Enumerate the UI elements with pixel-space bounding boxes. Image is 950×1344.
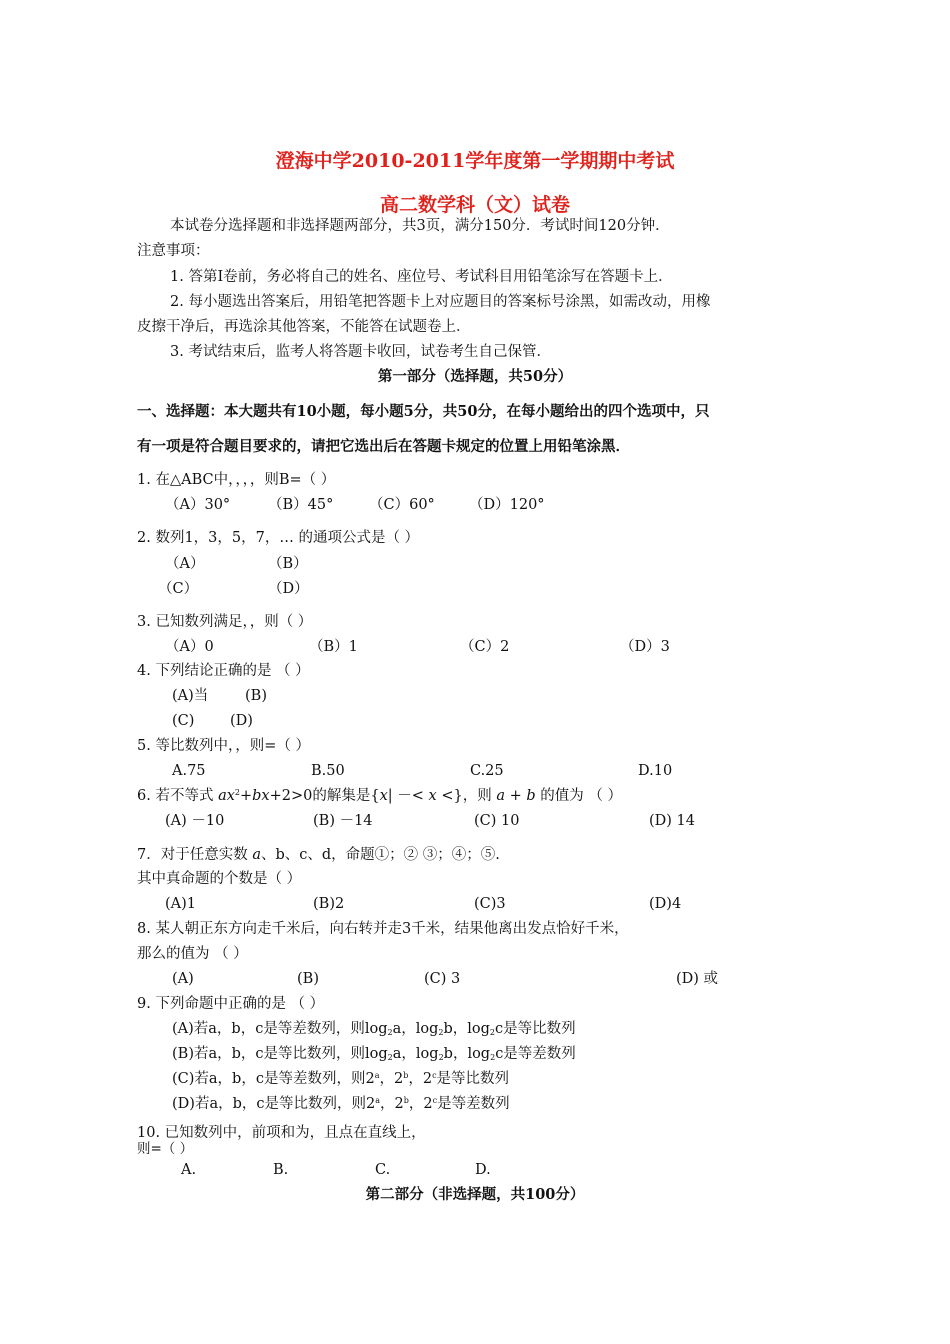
question-6-option-d: (D) 14 [649, 813, 695, 829]
question-10-option-b: B. [273, 1162, 289, 1178]
part1-heading: 第一部分（选择题，共50分） [377, 368, 573, 385]
question-7-option-b: (B)2 [313, 896, 345, 912]
part2-heading: 第二部分（非选择题，共100分） [365, 1186, 585, 1203]
question-6-option-c: (C) 10 [474, 813, 520, 829]
question-6-stem: 6. 若不等式 $ax^2+bx+2>0$的解集是{x| －< x <}，则 a + b 的值为 （ ） [137, 788, 622, 804]
question-10-option-d: D. [475, 1162, 491, 1178]
question-9-option-a: (A)若a，b，c是等差数列，则$\log_2a$，$\log_2b$，$\log_2c$是等比数列 [172, 1021, 576, 1037]
question-10-option-a: A. [181, 1162, 197, 1178]
question-3-option-b: （B）1 [309, 639, 358, 655]
note-2-line-2: 皮擦干净后，再选涂其他答案，不能答在试题卷上． [137, 319, 471, 335]
notes-label: 注意事项： [137, 243, 210, 259]
question-5-option-b: B.50 [311, 763, 345, 779]
question-8-stem: 8. 某人朝正东方向走千米后，向右转并走3千米，结果他离出发点恰好千米， [137, 921, 629, 937]
question-8-option-a: (A) [172, 971, 194, 987]
question-1-option-c: （C）60° [369, 497, 435, 513]
part1-instruction-2: 有一项是符合题目要求的，请把它选出后在答题卡规定的位置上用铅笔涂黑． [137, 438, 630, 455]
question-6-option-a: (A) －10 [165, 813, 225, 829]
question-3-stem: 3. 已知数列满足，，则（ ） [137, 614, 313, 630]
question-1-option-d: （D）120° [469, 497, 545, 513]
question-9-option-b: (B)若a，b，c是等比数列，则$\log_2a$，$\log_2b$，$\log_2c$是等差数列 [172, 1046, 576, 1062]
note-2-line-1: 2. 每小题选出答案后，用铅笔把答题卡上对应题目的答案标号涂黑，如需改动，用橡 [170, 294, 711, 310]
question-4-option-b: (B) [245, 688, 267, 704]
exam-subtitle: 高二数学科（文）试卷 [379, 194, 570, 216]
question-10-stem: 10. 已知数列中，前项和为，且点在直线上， [137, 1125, 426, 1141]
intro-line: 本试卷分选择题和非选择题两部分，共3页，满分150分．考试时间120分钟． [170, 218, 670, 234]
note-3: 3. 考试结束后，监考人将答题卡收回，试卷考生自己保管． [170, 344, 551, 360]
question-5-option-a: A.75 [172, 763, 206, 779]
question-2-option-c: （C） [158, 581, 199, 597]
question-4-option-c: (C) [172, 713, 195, 729]
question-8-option-b: (B) [297, 971, 319, 987]
question-3-option-d: （D）3 [620, 639, 670, 655]
question-2-option-a: （A） [165, 556, 205, 572]
question-7-option-c: (C)3 [474, 896, 506, 912]
question-8-option-d: (D) 或 [676, 971, 719, 987]
question-4-stem: 4. 下列结论正确的是 （ ） [137, 663, 310, 679]
question-9-stem: 9. 下列命题中正确的是 （ ） [137, 996, 325, 1012]
question-5-stem: 5. 等比数列中，，则=（ ） [137, 738, 310, 754]
question-1-option-b: （B）45° [268, 497, 334, 513]
question-8-stem-line-2: 那么的值为 （ ） [137, 946, 248, 962]
part1-instruction-1: 一、选择题：本大题共有10小题，每小题5分，共50分，在每小题给出的四个选项中，只 [137, 403, 710, 420]
note-1: 1. 答第Ⅰ卷前，务必将自己的姓名、座位号、考试科目用铅笔涂写在答题卡上． [170, 269, 673, 285]
question-9-option-c: (C)若a，b，c是等差数列，则2$^a$，2$^b$，2$^c$是等比数列 [172, 1071, 510, 1087]
question-7-option-d: (D)4 [649, 896, 682, 912]
question-10-stem-line-2: 则=（ ） [137, 1141, 194, 1157]
question-3-option-a: （A）0 [165, 639, 214, 655]
question-2-option-d: （D） [268, 581, 309, 597]
question-4-option-a: (A)当 [172, 688, 209, 704]
question-5-option-d: D.10 [638, 763, 673, 779]
question-4-option-d: (D) [230, 713, 253, 729]
question-2-option-b: （B） [268, 556, 308, 572]
question-7-option-a: (A)1 [165, 896, 197, 912]
question-8-option-c: (C) 3 [424, 971, 461, 987]
exam-title: 澄海中学2010-2011学年度第一学期期中考试 [275, 150, 675, 172]
question-5-option-c: C.25 [470, 763, 504, 779]
question-7-stem: 7．对于任意实数 a、b、c、d，命题①；② ③；④；⑤. [137, 847, 500, 863]
question-1-option-a: （A）30° [165, 497, 231, 513]
question-1-stem: 1. 在△ABC中，，，，则B=（ ） [137, 472, 336, 488]
question-3-option-c: （C）2 [460, 639, 510, 655]
question-7-stem-line-2: 其中真命题的个数是（ ） [137, 871, 302, 887]
question-2-stem: 2. 数列1，3，5，7，… 的通项公式是（ ） [137, 530, 420, 546]
question-9-option-d: (D)若a，b，c是等比数列，则2$^a$，2$^b$，2$^c$是等差数列 [172, 1096, 510, 1112]
question-6-option-b: (B) －14 [313, 813, 373, 829]
question-10-option-c: C. [375, 1162, 391, 1178]
